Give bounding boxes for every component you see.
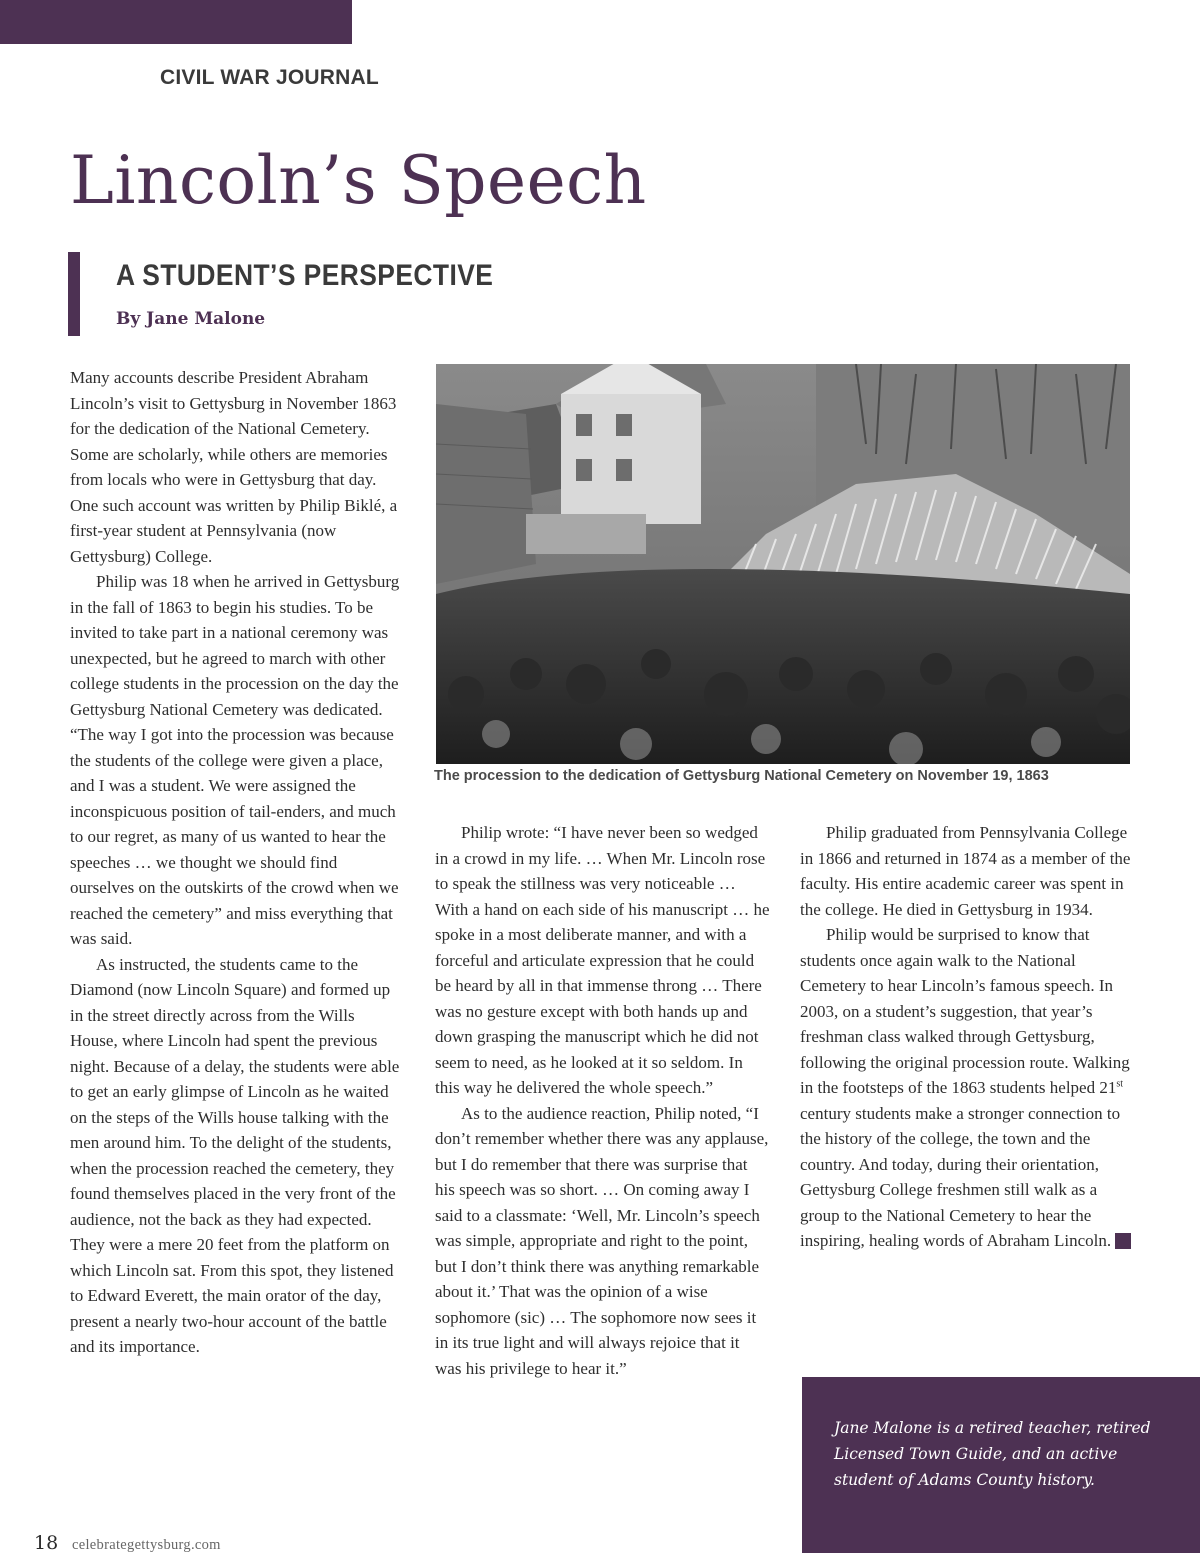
paragraph: As instructed, the students came to the Diamond (now Lincoln Square) and formed up in the street directly across from the Wills House, where Lincoln had spent the previous night. Because of a delay, the students were able to get an early glimpse of Lincoln as he waited on the steps of the Wills house talking with the men around him. To the delight of the students, when the procession reached the cemetery, they found themselves placed in the very front of the audience, not the back as they had expected. They were a mere 20 feet from the platform on which Lincoln sat. From this spot, they listened to Edward Everett, the main orator of the day, present a nearly two-hour account of the battle and its importance. <box>70 954 400 1356</box>
ordinal-suffix: st <box>1116 1078 1124 1090</box>
paragraph: Many accounts describe President Abraham Lincoln’s visit to Gettysburg in November 1863 for the dedication of the National Cemetery. Some are scholarly, while others are memories from locals who were in Gettysburg that day. One such account was written by Philip Biklé, a first-year student at Pennsylvania (now Gettysburg) College. <box>70 368 398 566</box>
brick-building <box>436 404 536 584</box>
subtitle-accent-rule <box>68 252 80 336</box>
column-3 <box>800 820 1151 1254</box>
procession-photo <box>436 364 1130 764</box>
column-2 <box>435 820 770 1381</box>
author-bio-box <box>802 1377 1200 1553</box>
paragraph: Philip graduated from Pennsylvania College in 1866 and returned in 1874 as a member of the faculty. His entire academic career was spent in the college. He died in Gettysburg in 1934. <box>800 823 1131 919</box>
paragraph: As to the audience reaction, Philip noted, “I don’t remember whether there was any applause, but I do remember that there was surprise that his speech was so short. … On coming away I said to a classmate: ‘Well, Mr. Lincoln’s speech was simple, appropriate and right to the point, but I don’t think there was anything remarkable about it.’ That was the opinion of a wise sophomore (sic) … The sophomore now sees it in its true light and will always rejoice that it was his privilege to hear it.” <box>435 1103 769 1378</box>
author-bio: Jane Malone is a retired teacher, retired Licensed Town Guide, and an active student of Adams County history. <box>834 1419 1151 1489</box>
end-mark-icon: G <box>1115 1233 1131 1249</box>
article-title: Lincoln’s Speech <box>70 142 647 219</box>
article-subtitle: A STUDENT’S PERSPECTIVE <box>116 259 494 292</box>
paragraph-text: Philip would be surprised to know that students once again walk to the National Cemetery to hear Lincoln’s famous speech. In 2003, on a student’s suggestion, that year’s freshman class walked through Gettysburg, following the original procession route. Walking in the footsteps of the 1863 students helped 21 <box>800 925 1130 1097</box>
byline: By Jane Malone <box>116 309 266 329</box>
paragraph-text: century students make a stronger connection to the history of the college, the town and the country. And today, during their orientation, Gettysburg College freshmen still walk as a group to the National Cemetery to hear the inspiring, healing words of Abraham Lincoln. <box>800 1103 1121 1250</box>
column-1 <box>70 365 400 1360</box>
paragraph: Philip wrote: “I have never been so wedged in a crowd in my life. … When Mr. Lincoln rose to speak the stillness was very noticeable … With a hand on each side of his manuscript … he spoke in a most deliberate manner, and with a forceful and articulate expression that he could be heard by all in that immense throng … There was no gesture except with both hands up and down grasping the manuscript which he did not seem to need, as he looked at it so seldom. In this way he delivered the whole speech.” <box>435 823 770 1097</box>
page-number: 18 <box>34 1532 59 1554</box>
section-label: CIVIL WAR JOURNAL <box>160 66 379 89</box>
header-color-bar <box>0 0 352 44</box>
photo-caption: The procession to the dedication of Gettysburg National Cemetery on November 19, 1863 <box>434 768 1049 784</box>
paragraph: Philip was 18 when he arrived in Gettysburg in the fall of 1863 to begin his studies. To be invited to take part in a national ceremony was unexpected, but he agreed to march with other college students in the procession on the day the Gettysburg National Cemetery was dedicated. “The way I got into the procession was because the students of the college were given a place, and I was a student. We were assigned the inconspicuous position of tail-enders, and much to our regret, as many of us wanted to hear the speeches … we thought we should find ourselves on the outskirts of the crowd when we reached the cemetery” and miss everything that was said. <box>70 572 400 948</box>
site-url: celebrategettysburg.com <box>72 1537 221 1553</box>
paragraph <box>800 922 1151 1254</box>
